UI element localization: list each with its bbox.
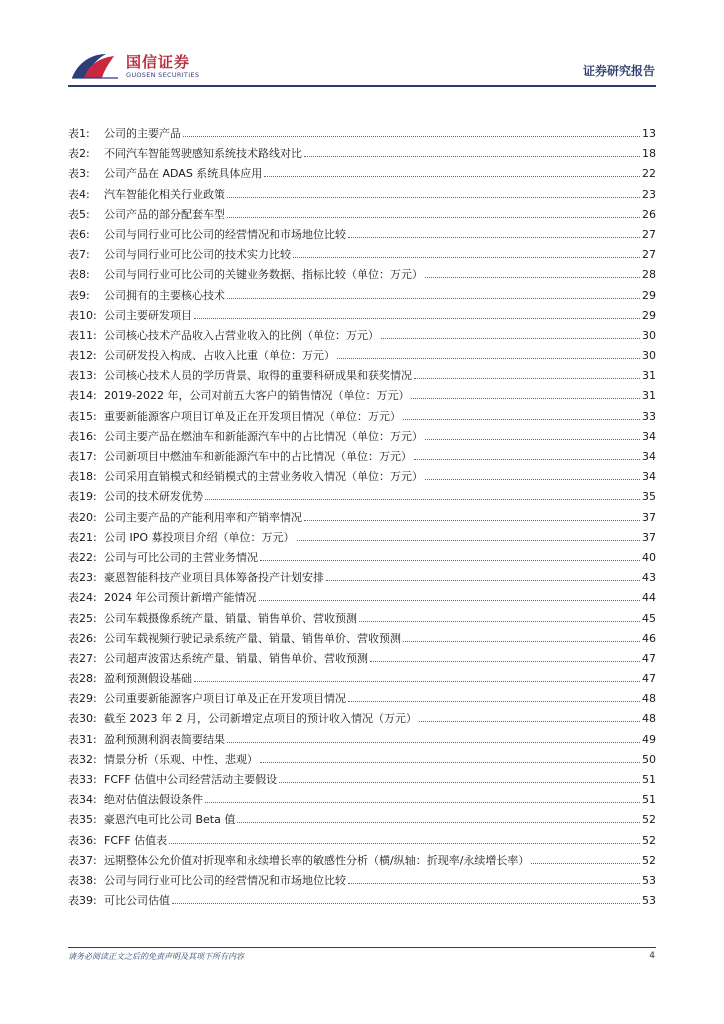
toc-entry[interactable] bbox=[68, 346, 656, 366]
toc-dot-leader bbox=[419, 720, 640, 722]
toc-entry[interactable] bbox=[68, 508, 656, 528]
toc-entry-title: 公司拥有的主要核心技术 bbox=[104, 288, 225, 302]
toc-entry-page: 45 bbox=[642, 611, 656, 625]
toc-entry-page: 53 bbox=[642, 873, 656, 887]
toc-entry[interactable] bbox=[68, 669, 656, 689]
toc-entry-page: 44 bbox=[642, 591, 656, 605]
toc-entry-title: 截至 2023 年 2 月，公司新增定点项目的预计收入情况（万元） bbox=[104, 712, 417, 726]
toc-entry[interactable] bbox=[68, 548, 656, 568]
toc-entry-title: 公司与同行业可比公司的关键业务数据、指标比较（单位：万元） bbox=[104, 268, 423, 282]
toc-dot-leader bbox=[227, 196, 640, 198]
toc-entry-title: 公司的主要产品 bbox=[104, 127, 181, 140]
toc-dot-leader bbox=[227, 216, 640, 218]
toc-entry-page: 22 bbox=[642, 167, 656, 181]
toc-entry-label: 表33: bbox=[68, 773, 97, 786]
toc-entry-label: 表15: bbox=[68, 409, 97, 423]
toc-entry-title: 公司研发投入构成、占收入比重（单位：万元） bbox=[104, 349, 335, 363]
logo-chinese-name: 国信证券 bbox=[126, 53, 191, 71]
toc-entry-title: 可比公司估值 bbox=[104, 894, 170, 908]
toc-dot-leader bbox=[381, 337, 640, 339]
toc-entry[interactable] bbox=[68, 649, 656, 669]
toc-entry-label: 表11: bbox=[68, 328, 97, 342]
toc-entry-title: 盈利预测利润表简要结果 bbox=[104, 732, 225, 746]
toc-entry-title: 公司采用直销模式和经销模式的主营业务收入情况（单位：万元） bbox=[104, 470, 423, 484]
toc-entry-title: 公司与同行业可比公司的技术实力比较 bbox=[104, 248, 291, 262]
toc-entry-page: 28 bbox=[642, 268, 656, 282]
toc-entry-label: 表25: bbox=[68, 611, 97, 625]
toc-entry[interactable] bbox=[68, 810, 656, 830]
toc-entry-page: 37 bbox=[642, 530, 656, 544]
toc-entry-page: 34 bbox=[642, 470, 656, 484]
toc-entry-page: 31 bbox=[642, 389, 656, 403]
toc-entry-page: 47 bbox=[642, 672, 656, 686]
toc-entry[interactable] bbox=[68, 831, 656, 851]
toc-entry-title: 公司车载摄像系统产量、销量、销售单价、营收预测 bbox=[104, 611, 357, 625]
toc-entry[interactable] bbox=[68, 709, 656, 729]
toc-entry[interactable] bbox=[68, 467, 656, 487]
toc-entry-label: 表6: bbox=[68, 227, 90, 241]
toc-entry-label: 表14: bbox=[68, 389, 97, 403]
toc-entry-title: FCFF 估值中公司经营活动主要假设 bbox=[104, 773, 278, 786]
toc-entry-page: 48 bbox=[642, 692, 656, 706]
toc-entry-label: 表29: bbox=[68, 692, 97, 706]
toc-entry[interactable] bbox=[68, 144, 656, 164]
toc-entry[interactable] bbox=[68, 487, 656, 507]
toc-entry-label: 表10: bbox=[68, 308, 97, 322]
toc-entry[interactable] bbox=[68, 286, 656, 306]
toc-dot-leader bbox=[359, 620, 640, 622]
toc-entry[interactable] bbox=[68, 326, 656, 346]
toc-dot-leader bbox=[183, 135, 640, 137]
toc-entry[interactable] bbox=[68, 427, 656, 447]
toc-entry-title: 公司超声波雷达系统产量、销量、销售单价、营收预测 bbox=[104, 651, 368, 665]
toc-dot-leader bbox=[297, 539, 640, 541]
toc-entry-label: 表24: bbox=[68, 591, 97, 605]
page-header bbox=[0, 0, 724, 100]
toc-entry-label: 表20: bbox=[68, 510, 97, 524]
toc-dot-leader bbox=[237, 821, 640, 823]
toc-dot-leader bbox=[414, 377, 640, 379]
toc-dot-leader bbox=[425, 438, 640, 440]
toc-entry-page: 52 bbox=[642, 853, 656, 867]
toc-entry-title: 公司核心技术产品收入占营业收入的比例（单位：万元） bbox=[104, 328, 379, 342]
toc-entry-title: 公司 IPO 募投项目介绍（单位：万元） bbox=[104, 530, 295, 544]
report-type-label: 证券研究报告 bbox=[582, 64, 655, 78]
toc-entry-label: 表19: bbox=[68, 490, 97, 504]
toc-entry[interactable] bbox=[68, 164, 656, 184]
toc-entry-page: 43 bbox=[642, 571, 656, 585]
toc-entry[interactable] bbox=[68, 447, 656, 467]
toc-entry-page: 48 bbox=[642, 712, 656, 726]
toc-entry-label: 表38: bbox=[68, 873, 97, 887]
toc-entry[interactable] bbox=[68, 568, 656, 588]
toc-entry-page: 30 bbox=[642, 349, 656, 363]
toc-dot-leader bbox=[194, 680, 640, 682]
toc-dot-leader bbox=[348, 882, 640, 884]
toc-entry-page: 30 bbox=[642, 328, 656, 342]
toc-entry-page: 29 bbox=[642, 288, 656, 302]
toc-entry-page: 50 bbox=[642, 752, 656, 766]
toc-entry[interactable] bbox=[68, 770, 656, 790]
toc-entry-title: 公司核心技术人员的学历背景、取得的重要科研成果和获奖情况 bbox=[104, 369, 412, 383]
toc-dot-leader bbox=[304, 519, 640, 521]
toc-entry-label: 表2: bbox=[68, 147, 90, 161]
toc-entry-label: 表37: bbox=[68, 853, 97, 867]
toc-entry-title: FCFF 估值表 bbox=[104, 833, 168, 847]
toc-entry-page: 26 bbox=[642, 207, 656, 221]
toc-entry[interactable] bbox=[68, 306, 656, 326]
toc-dot-leader bbox=[169, 842, 640, 844]
toc-dot-leader bbox=[337, 357, 640, 359]
toc-entry[interactable] bbox=[68, 407, 656, 427]
toc-entry[interactable] bbox=[68, 871, 656, 891]
footer-disclaimer: 请务必阅读正文之后的免责声明及其项下所有内容 bbox=[68, 952, 244, 961]
toc-entry-label: 表27: bbox=[68, 651, 97, 665]
toc-entry-label: 表13: bbox=[68, 369, 97, 383]
toc-entry-title: 重要新能源客户项目订单及正在开发项目情况（单位：万元） bbox=[104, 409, 401, 423]
toc-dot-leader bbox=[425, 478, 640, 480]
toc-entry[interactable] bbox=[68, 366, 656, 386]
guosen-logo bbox=[70, 48, 210, 88]
logo-mark-icon bbox=[70, 48, 122, 84]
toc-entry-page: 29 bbox=[642, 308, 656, 322]
logo-english-name: GUOSEN SECURITIES bbox=[126, 71, 200, 79]
toc-entry-page: 31 bbox=[642, 369, 656, 383]
toc-entry-label: 表26: bbox=[68, 631, 97, 645]
toc-entry[interactable] bbox=[68, 790, 656, 810]
toc-entry-page: 34 bbox=[642, 429, 656, 443]
toc-entry-title: 公司主要产品的产能利用率和产销率情况 bbox=[104, 510, 302, 524]
toc-dot-leader bbox=[531, 862, 640, 864]
toc-entry-page: 52 bbox=[642, 833, 656, 847]
footer-divider bbox=[68, 947, 656, 948]
toc-entry-page: 18 bbox=[642, 147, 656, 161]
toc-entry-title: 公司的技术研发优势 bbox=[104, 490, 203, 504]
toc-dot-leader bbox=[259, 599, 641, 601]
toc-dot-leader bbox=[348, 236, 640, 238]
toc-entry-title: 2024 年公司预计新增产能情况 bbox=[104, 591, 257, 605]
toc-entry-page: 51 bbox=[642, 793, 656, 807]
toc-entry-label: 表8: bbox=[68, 268, 90, 282]
toc-entry-title: 豪恩汽电可比公司 Beta 值 bbox=[104, 813, 236, 827]
toc-entry-page: 53 bbox=[642, 894, 656, 908]
toc-dot-leader bbox=[370, 660, 640, 662]
toc-entry[interactable] bbox=[68, 750, 656, 770]
toc-entry-label: 表17: bbox=[68, 450, 97, 463]
toc-entry-title: 盈利预测假设基础 bbox=[104, 672, 192, 686]
toc-entry-label: 表31: bbox=[68, 732, 97, 746]
toc-entry[interactable] bbox=[68, 205, 656, 225]
toc-entry-page: 46 bbox=[642, 631, 656, 645]
toc-entry-page: 51 bbox=[642, 773, 656, 786]
toc-dot-leader bbox=[205, 498, 640, 500]
toc-entry-title: 公司车载视频行驶记录系统产量、销量、销售单价、营收预测 bbox=[104, 631, 401, 645]
toc-dot-leader bbox=[227, 297, 640, 299]
toc-entry-title: 汽车智能化相关行业政策 bbox=[104, 187, 225, 201]
toc-entry[interactable] bbox=[68, 609, 656, 629]
toc-entry-label: 表35: bbox=[68, 813, 97, 827]
toc-entry[interactable] bbox=[68, 689, 656, 709]
toc-entry-label: 表36: bbox=[68, 833, 97, 847]
toc-entry[interactable] bbox=[68, 588, 656, 608]
toc-dot-leader bbox=[293, 256, 640, 258]
toc-dot-leader bbox=[403, 640, 640, 642]
toc-entry[interactable] bbox=[68, 730, 656, 750]
toc-entry[interactable] bbox=[68, 124, 656, 144]
toc-dot-leader bbox=[304, 155, 640, 157]
toc-entry-label: 表16: bbox=[68, 429, 97, 443]
page-number: 4 bbox=[649, 951, 655, 961]
toc-entry-title: 情景分析（乐观、中性、悲观） bbox=[104, 752, 258, 766]
toc-entry[interactable] bbox=[68, 629, 656, 649]
toc-entry-page: 47 bbox=[642, 651, 656, 665]
toc-dot-leader bbox=[172, 902, 640, 904]
toc-dot-leader bbox=[425, 276, 640, 278]
toc-entry-title: 绝对估值法假设条件 bbox=[104, 793, 203, 807]
toc-entry-label: 表9: bbox=[68, 288, 90, 302]
toc-entry-title: 公司产品在 ADAS 系统具体应用 bbox=[104, 167, 263, 181]
toc-entry-label: 表1: bbox=[68, 127, 90, 140]
toc-entry-page: 23 bbox=[642, 187, 656, 201]
toc-dot-leader bbox=[326, 579, 640, 581]
toc-entry-label: 表4: bbox=[68, 187, 90, 201]
toc-dot-leader bbox=[260, 559, 640, 561]
toc-entry[interactable] bbox=[68, 225, 656, 245]
toc-dot-leader bbox=[194, 317, 640, 319]
toc-entry[interactable] bbox=[68, 265, 656, 285]
toc-entry-title: 豪恩智能科技产业项目具体筹备投产计划安排 bbox=[104, 571, 324, 585]
toc-entry-label: 表5: bbox=[68, 207, 90, 221]
toc-dot-leader bbox=[414, 458, 640, 460]
toc-entry[interactable] bbox=[68, 891, 656, 911]
toc-dot-leader bbox=[411, 397, 640, 399]
toc-entry-label: 表7: bbox=[68, 248, 90, 262]
toc-dot-leader bbox=[260, 761, 640, 763]
toc-entry-page: 40 bbox=[642, 550, 656, 564]
toc-entry-title: 公司与可比公司的主营业务情况 bbox=[104, 550, 258, 564]
toc-entry-title: 公司与同行业可比公司的经营情况和市场地位比较 bbox=[104, 227, 346, 241]
toc-dot-leader bbox=[227, 741, 640, 743]
toc-entry[interactable] bbox=[68, 851, 656, 871]
toc-entry-title: 公司主要产品在燃油车和新能源汽车中的占比情况（单位：万元） bbox=[104, 429, 423, 443]
toc-entry-label: 表34: bbox=[68, 793, 97, 807]
toc-entry-page: 37 bbox=[642, 510, 656, 524]
toc-entry[interactable] bbox=[68, 528, 656, 548]
toc-entry-page: 27 bbox=[642, 227, 656, 241]
toc-entry-label: 表21: bbox=[68, 530, 97, 544]
toc-entry-page: 35 bbox=[642, 490, 656, 504]
toc-entry-label: 表32: bbox=[68, 752, 97, 766]
toc-entry-label: 表3: bbox=[68, 167, 90, 181]
toc-entry-page: 13 bbox=[642, 127, 656, 140]
toc-dot-leader bbox=[348, 700, 640, 702]
toc-entry-title: 不同汽车智能驾驶感知系统技术路线对比 bbox=[104, 147, 302, 161]
toc-dot-leader bbox=[279, 781, 640, 783]
toc-entry-title: 公司重要新能源客户项目订单及正在开发项目情况 bbox=[104, 692, 346, 706]
toc-dot-leader bbox=[205, 801, 640, 803]
toc-entry-page: 27 bbox=[642, 248, 656, 262]
toc-dot-leader bbox=[264, 175, 640, 177]
toc-entry-title: 远期整体公允价值对折现率和永续增长率的敏感性分析（横/纵轴：折现率/永续增长率） bbox=[104, 853, 530, 867]
toc-dot-leader bbox=[403, 418, 640, 420]
toc-entry-label: 表12: bbox=[68, 349, 97, 363]
toc-entry-label: 表18: bbox=[68, 470, 97, 484]
toc-entry-title: 公司新项目中燃油车和新能源汽车中的占比情况（单位：万元） bbox=[104, 450, 412, 463]
toc-entry-title: 公司与同行业可比公司的经营情况和市场地位比较 bbox=[104, 873, 346, 887]
toc-entry-page: 49 bbox=[642, 732, 656, 746]
toc-entry[interactable] bbox=[68, 386, 656, 406]
toc-entry[interactable] bbox=[68, 245, 656, 265]
toc-entry-label: 表39: bbox=[68, 894, 97, 908]
header-divider bbox=[68, 85, 656, 87]
table-of-figures bbox=[68, 124, 656, 911]
toc-entry-label: 表28: bbox=[68, 672, 97, 686]
toc-entry-label: 表23: bbox=[68, 571, 97, 585]
toc-entry-title: 公司主要研发项目 bbox=[104, 308, 192, 322]
toc-entry[interactable] bbox=[68, 185, 656, 205]
toc-entry-label: 表30: bbox=[68, 712, 97, 726]
toc-entry-page: 34 bbox=[642, 450, 656, 463]
toc-entry-page: 52 bbox=[642, 813, 656, 827]
toc-entry-title: 公司产品的部分配套车型 bbox=[104, 207, 225, 221]
toc-entry-page: 33 bbox=[642, 409, 656, 423]
toc-entry-title: 2019-2022 年，公司对前五大客户的销售情况（单位：万元） bbox=[104, 389, 410, 403]
toc-entry-label: 表22: bbox=[68, 550, 97, 564]
